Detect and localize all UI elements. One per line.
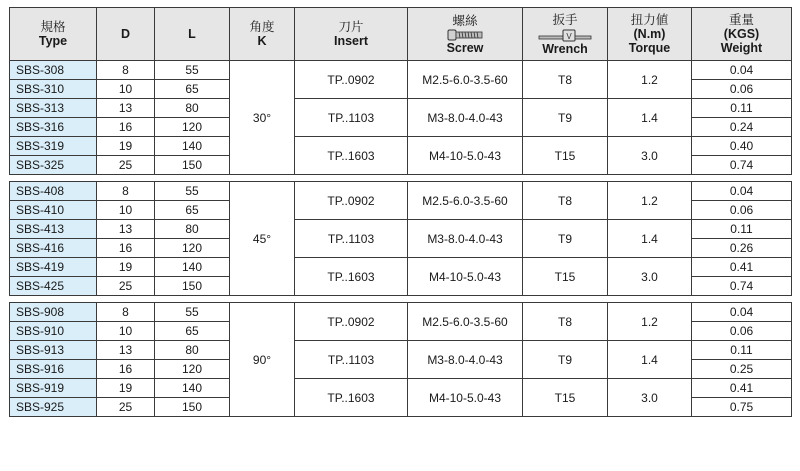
diameter-cell: 19 <box>97 379 155 398</box>
length-cell: 65 <box>155 80 230 99</box>
header-insert-zh: 刀片 <box>338 20 364 34</box>
type-cell: SBS-419 <box>10 258 97 277</box>
length-cell: 55 <box>155 182 230 201</box>
header-angle <box>230 8 295 61</box>
insert-cell: TP..1603 <box>295 137 408 175</box>
insert-cell: TP..1603 <box>295 379 408 417</box>
length-cell: 55 <box>155 61 230 80</box>
diameter-cell: 8 <box>97 61 155 80</box>
type-cell: SBS-325 <box>10 156 97 175</box>
table-row <box>10 99 792 118</box>
type-cell: SBS-425 <box>10 277 97 296</box>
wrench-cell: T8 <box>523 303 608 341</box>
wrench-cell: T8 <box>523 61 608 99</box>
torque-cell: 1.4 <box>608 99 692 137</box>
length-cell: 150 <box>155 398 230 417</box>
header-type <box>10 8 97 61</box>
weight-cell: 0.25 <box>692 360 792 379</box>
angle-cell: 45° <box>230 182 295 296</box>
screw-cell: M3-8.0-4.0-43 <box>408 220 523 258</box>
torque-cell: 3.0 <box>608 379 692 417</box>
table-row <box>10 258 792 277</box>
weight-cell: 0.40 <box>692 137 792 156</box>
diameter-cell: 8 <box>97 182 155 201</box>
diameter-cell: 10 <box>97 322 155 341</box>
header-torque-unit: (N.m) <box>633 27 666 41</box>
wrench-cell: T9 <box>523 99 608 137</box>
screw-icon <box>447 29 483 41</box>
spec-table-body <box>10 61 792 417</box>
type-cell: SBS-408 <box>10 182 97 201</box>
wrench-cell: T9 <box>523 341 608 379</box>
wrench-cell: T15 <box>523 137 608 175</box>
group-separator-cell <box>10 175 792 182</box>
type-cell: SBS-316 <box>10 118 97 137</box>
table-row <box>10 379 792 398</box>
group-separator-cell <box>10 296 792 303</box>
weight-cell: 0.41 <box>692 258 792 277</box>
length-cell: 55 <box>155 303 230 322</box>
wrench-cell: T9 <box>523 220 608 258</box>
diameter-cell: 16 <box>97 239 155 258</box>
header-torque-en: Torque <box>628 41 671 55</box>
wrench-icon <box>538 28 592 42</box>
weight-cell: 0.06 <box>692 80 792 99</box>
type-cell: SBS-913 <box>10 341 97 360</box>
table-row <box>10 341 792 360</box>
table-row <box>10 303 792 322</box>
wrench-cell: T15 <box>523 379 608 417</box>
torque-cell: 1.4 <box>608 220 692 258</box>
length-cell: 140 <box>155 379 230 398</box>
weight-cell: 0.26 <box>692 239 792 258</box>
header-weight-unit: (KGS) <box>723 27 760 41</box>
weight-cell: 0.74 <box>692 277 792 296</box>
diameter-cell: 10 <box>97 201 155 220</box>
length-cell: 120 <box>155 239 230 258</box>
header-insert-en: Insert <box>333 34 369 48</box>
torque-cell: 3.0 <box>608 258 692 296</box>
type-cell: SBS-416 <box>10 239 97 258</box>
screw-cell: M2.5-6.0-3.5-60 <box>408 303 523 341</box>
length-cell: 65 <box>155 201 230 220</box>
type-cell: SBS-908 <box>10 303 97 322</box>
header-l <box>155 8 230 61</box>
diameter-cell: 16 <box>97 360 155 379</box>
wrench-cell: T8 <box>523 182 608 220</box>
type-cell: SBS-925 <box>10 398 97 417</box>
type-cell: SBS-313 <box>10 99 97 118</box>
screw-cell: M2.5-6.0-3.5-60 <box>408 61 523 99</box>
screw-cell: M4-10-5.0-43 <box>408 258 523 296</box>
weight-cell: 0.41 <box>692 379 792 398</box>
header-type-en: Type <box>38 34 68 48</box>
header-d <box>97 8 155 61</box>
diameter-cell: 10 <box>97 80 155 99</box>
torque-cell: 1.2 <box>608 182 692 220</box>
header-d-label: D <box>120 27 131 41</box>
length-cell: 140 <box>155 258 230 277</box>
length-cell: 80 <box>155 220 230 239</box>
weight-cell: 0.24 <box>692 118 792 137</box>
header-weight-zh: 重量 <box>728 13 754 27</box>
insert-cell: TP..1103 <box>295 99 408 137</box>
length-cell: 65 <box>155 322 230 341</box>
insert-cell: TP..1103 <box>295 220 408 258</box>
length-cell: 150 <box>155 277 230 296</box>
header-screw-en: Screw <box>446 40 484 55</box>
screw-cell: M4-10-5.0-43 <box>408 137 523 175</box>
angle-cell: 90° <box>230 303 295 417</box>
insert-cell: TP..1103 <box>295 341 408 379</box>
header-l-label: L <box>188 27 196 41</box>
table-row <box>10 182 792 201</box>
spec-table-container <box>9 7 791 417</box>
angle-cell: 30° <box>230 61 295 175</box>
torque-cell: 1.4 <box>608 341 692 379</box>
header-weight <box>692 8 792 61</box>
type-cell: SBS-410 <box>10 201 97 220</box>
header-angle-zh: 角度 <box>249 20 275 34</box>
insert-cell: TP..1603 <box>295 258 408 296</box>
torque-cell: 3.0 <box>608 137 692 175</box>
wrench-cell: T15 <box>523 258 608 296</box>
weight-cell: 0.75 <box>692 398 792 417</box>
diameter-cell: 25 <box>97 156 155 175</box>
type-cell: SBS-910 <box>10 322 97 341</box>
type-cell: SBS-319 <box>10 137 97 156</box>
torque-cell: 1.2 <box>608 61 692 99</box>
diameter-cell: 13 <box>97 99 155 118</box>
length-cell: 150 <box>155 156 230 175</box>
weight-cell: 0.11 <box>692 341 792 360</box>
spec-table <box>9 7 792 417</box>
torque-cell: 1.2 <box>608 303 692 341</box>
length-cell: 80 <box>155 341 230 360</box>
diameter-cell: 19 <box>97 258 155 277</box>
table-row <box>10 61 792 80</box>
type-cell: SBS-413 <box>10 220 97 239</box>
length-cell: 140 <box>155 137 230 156</box>
diameter-cell: 19 <box>97 137 155 156</box>
screw-cell: M3-8.0-4.0-43 <box>408 99 523 137</box>
table-row <box>10 220 792 239</box>
header-weight-en: Weight <box>720 41 763 55</box>
screw-cell: M3-8.0-4.0-43 <box>408 341 523 379</box>
insert-cell: TP..0902 <box>295 303 408 341</box>
header-angle-en: K <box>257 34 267 48</box>
weight-cell: 0.04 <box>692 303 792 322</box>
insert-cell: TP..0902 <box>295 61 408 99</box>
header-wrench-zh: 扳手 <box>552 12 578 27</box>
length-cell: 120 <box>155 118 230 137</box>
diameter-cell: 25 <box>97 277 155 296</box>
screw-cell: M2.5-6.0-3.5-60 <box>408 182 523 220</box>
header-screw-zh: 螺絲 <box>452 13 478 28</box>
header-wrench <box>523 8 608 61</box>
weight-cell: 0.04 <box>692 182 792 201</box>
header-torque-zh: 扭力値 <box>630 13 669 27</box>
diameter-cell: 13 <box>97 341 155 360</box>
header-torque <box>608 8 692 61</box>
header-row <box>10 8 792 61</box>
group-separator <box>10 175 792 182</box>
diameter-cell: 8 <box>97 303 155 322</box>
weight-cell: 0.06 <box>692 322 792 341</box>
weight-cell: 0.74 <box>692 156 792 175</box>
svg-text:V: V <box>566 31 572 41</box>
header-type-zh: 規格 <box>40 20 66 34</box>
type-cell: SBS-308 <box>10 61 97 80</box>
type-cell: SBS-310 <box>10 80 97 99</box>
weight-cell: 0.11 <box>692 220 792 239</box>
type-cell: SBS-916 <box>10 360 97 379</box>
header-screw <box>408 8 523 61</box>
weight-cell: 0.11 <box>692 99 792 118</box>
table-row <box>10 137 792 156</box>
length-cell: 80 <box>155 99 230 118</box>
diameter-cell: 25 <box>97 398 155 417</box>
header-insert <box>295 8 408 61</box>
diameter-cell: 16 <box>97 118 155 137</box>
diameter-cell: 13 <box>97 220 155 239</box>
screw-cell: M4-10-5.0-43 <box>408 379 523 417</box>
length-cell: 120 <box>155 360 230 379</box>
insert-cell: TP..0902 <box>295 182 408 220</box>
group-separator <box>10 296 792 303</box>
header-wrench-en: Wrench <box>542 41 588 56</box>
type-cell: SBS-919 <box>10 379 97 398</box>
weight-cell: 0.04 <box>692 61 792 80</box>
weight-cell: 0.06 <box>692 201 792 220</box>
